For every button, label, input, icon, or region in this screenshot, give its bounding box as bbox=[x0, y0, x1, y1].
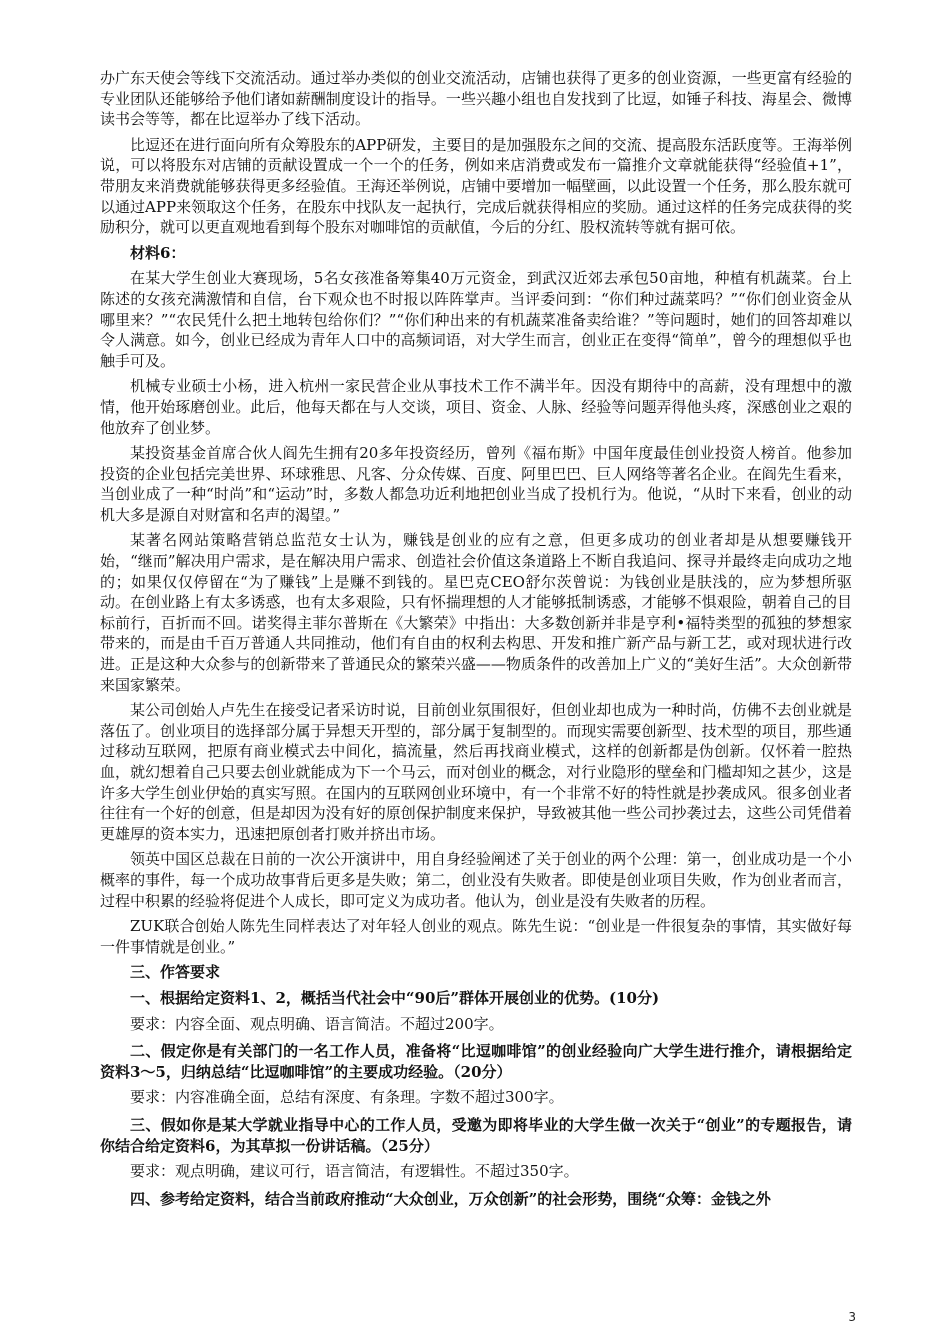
question-3-requirement: 要求：观点明确，建议可行，语言简洁，有逻辑性。不超过350字。 bbox=[130, 1162, 579, 1181]
question-3: 三、假如你是某大学就业指导中心的工作人员，受邀为即将毕业的大学生做一次关于“创业”的专题报告，请你结合给定资料6，为其草拟一份讲话稿。（25分） bbox=[100, 1115, 852, 1155]
question-4: 四、参考给定资料，结合当前政府推动“大众创业，万众创新”的社会形势，围绕“众筹：金钱之外 bbox=[130, 1189, 771, 1208]
document-body bbox=[100, 68, 852, 1214]
paragraph-app-development: 比逗还在进行面向所有众筹股东的APP研发，主要目的是加强股东之间的交流、提高股东活跃度等。王海举例说，可以将股东对店铺的贡献设置成一个一个的任务，例如来店消费或发布一篇推介文章就能获得“经验值+1”，带朋友来消费就能够获得更多经验值。王海还举例说，店铺中要增加一幅壁画，以此设置一个任务，那么股东就可以通过APP来领取这个任务，在股东中找队友一起执行，完成后就获得相应的奖励。通过这样的任务完成获得的奖励积分，就可以更直观地看到每个股东对咖啡馆的贡献值，今后的分红、股权流转等就有据可依。 bbox=[100, 135, 852, 237]
paragraph-mr-lu: 某公司创始人卢先生在接受记者采访时说，目前创业氛围很好，但创业却也成为一种时尚，仿佛不去创业就是落伍了。创业项目的选择部分属于异想天开型的，部分属于复制型的。而现实需要创新型、技术型的项目，那些通过移动互联网，把原有商业模式去中间化，搞流量，然后再找商业模式，这样的创新都是伪创新。仅怀着一腔热血，就幻想着自己只要去创业就能成为下一个马云，而对创业的概念，对行业隐形的壁垒和门槛却知之甚少，这是许多大学生创业伊始的真实写照。在国内的互联网创业环境中，有一个非常不好的特性就是抄袭成风。很多创业者往往有一个好的创意，但是却因为没有好的原创保护制度来保护，导致被其他一些公司抄袭过去，这些公司凭借着更雄厚的资本实力，迅速把原创者打败并挤出市场。 bbox=[100, 701, 852, 843]
question-1: 一、根据给定资料1、2，概括当代社会中“90后”群体开展创业的优势。(10分) bbox=[130, 988, 660, 1007]
material-6-label: 材料6： bbox=[130, 243, 186, 262]
question-2-requirement: 要求：内容准确全面，总结有深度、有条理。字数不超过300字。 bbox=[130, 1088, 564, 1107]
paragraph-contest: 在某大学生创业大赛现场，5名女孩准备筹集40万元资金，到武汉近郊去承包50亩地，种植有机蔬菜。台上陈述的女孩充满激情和自信，台下观众也不时报以阵阵掌声。当评委问到：“你们种过蔬菜吗？”“你们创业资金从哪里来？”“农民凭什么把土地转包给你们？”“你们种出来的有机蔬菜准备卖给谁？”等问题时，她们的回答却难以令人满意。如今，创业已经成为青年人口中的高频词语，对大学生而言，创业正在变得“简单”，曾今的理想似乎也触手可及。 bbox=[100, 269, 852, 370]
paragraph-investor-yan: 某投资基金首席合伙人阎先生拥有20多年投资经历，曾列《福布斯》中国年度最佳创业投资人榜首。他参加投资的企业包括完美世界、环球雅思、凡客、分众传媒、百度、阿里巴巴、巨人网络等著名企业。在阎先生看来，当创业成了一种“时尚”和“运动”时，多数人都急功近利地把创业当成了投机行为。他说，“从时下来看，创业的动机大多是源自对财富和名声的渴望。” bbox=[100, 444, 852, 524]
paragraph-zuk: ZUK联合创始人陈先生同样表达了对年轻人创业的观点。陈先生说：“创业是一件很复杂的事情，其实做好每一件事情就是创业。” bbox=[100, 917, 852, 956]
paragraph-linkedin: 领英中国区总裁在日前的一次公开演讲中，用自身经验阐述了关于创业的两个公理：第一，创业成功是一个小概率的事件，每一个成功故事背后更多是失败；第二，创业没有失败者。即使是创业项目失败，作为创业者而言，过程中积累的经验将促进个人成长，即可定义为成功者。他认为，创业是没有失败者的历程。 bbox=[100, 850, 852, 910]
question-1-requirement: 要求：内容全面、观点明确、语言简洁。不超过200字。 bbox=[130, 1014, 504, 1033]
paragraph-xiao-yang: 机械专业硕士小杨，进入杭州一家民营企业从事技术工作不满半年。因没有期待中的高薪，没有理想中的激情，他开始琢磨创业。此后，他每天都在与人交谈，项目、资金、人脉、经验等问题弄得他头疼，深感创业之艰的他放弃了创业梦。 bbox=[100, 377, 852, 437]
page-number: 3 bbox=[848, 1310, 856, 1324]
section-heading-requirements: 三、作答要求 bbox=[130, 963, 221, 982]
question-2: 二、假定你是有关部门的一名工作人员，准备将“比逗咖啡馆”的创业经验向广大学生进行推介，请根据给定资料3～5，归纳总结“比逗咖啡馆”的主要成功经验。（20分） bbox=[100, 1042, 852, 1081]
paragraph-ms-fan: 某著名网站策略营销总监范女士认为，赚钱是创业的应有之意，但更多成功的创业者却是从想要赚钱开始，“继而”解决用户需求，是在解决用户需求、创造社会价值这条道路上不断自我追问、探寻并最终走向成功之地的；如果仅仅停留在“为了赚钱”上是赚不到钱的。星巴克CEO舒尔茨曾说：为钱创业是肤浅的，应为梦想所驱动。在创业路上有太多诱惑，也有太多艰险，只有怀揣理想的人才能够抵制诱惑，才能够不惧艰险，朝着自己的目标前行，百折而不回。诺奖得主菲尔普斯在《大繁荣》中指出：大多数创新并非是亨利•福特类型的孤独的梦想家带来的，而是由千百万普通人共同推动，他们有自由的权利去构思、开发和推广新产品与新工艺，或对现状进行改进。正是这种大众参与的创新带来了普通民众的繁荣兴盛——物质条件的改善加上广义的“美好生活”。大众创新带来国家繁荣。 bbox=[100, 531, 852, 694]
paragraph-continuation: 办广东天使会等线下交流活动。通过举办类似的创业交流活动，店铺也获得了更多的创业资源，一些更富有经验的专业团队还能够给予他们诸如薪酬制度设计的指导。一些兴趣小组也自发找到了比逗，如锤子科技、海星会、微博读书会等等，都在比逗举办了线下活动。 bbox=[100, 69, 852, 129]
